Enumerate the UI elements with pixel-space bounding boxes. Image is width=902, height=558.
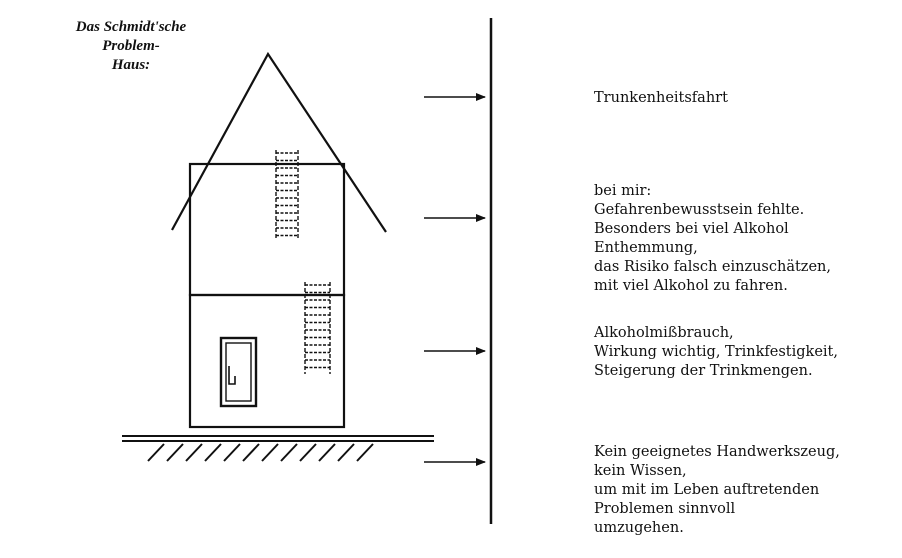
label-line: Wirkung wichtig, Trinkfestigkeit,	[594, 344, 838, 360]
title-line-1: Das Schmidt'sche	[75, 19, 187, 35]
label-line: kein Wissen,	[594, 463, 687, 479]
hatch-stroke	[262, 444, 278, 461]
hatch-stroke	[186, 444, 202, 461]
label-line: Alkoholmißbrauch,	[594, 325, 734, 341]
hatch-stroke	[167, 444, 183, 461]
house-door	[221, 338, 256, 406]
house-foundation	[122, 436, 434, 461]
label-line: mit viel Alkohol zu fahren.	[594, 278, 788, 294]
hatch-stroke	[357, 444, 373, 461]
label-roof	[594, 89, 728, 108]
hatch-stroke	[338, 444, 354, 461]
label-line: Enthemmung,	[594, 240, 698, 256]
label-line: Gefahrenbewusstsein fehlte.	[594, 202, 805, 218]
label-foundation	[594, 443, 840, 538]
label-line: Kein geeignetes Handwerkszeug,	[594, 444, 840, 460]
title-line-2: Problem-	[102, 38, 160, 54]
house-upper-floor	[190, 164, 344, 295]
ground-hatching	[148, 444, 373, 461]
label-line: um mit im Leben auftretenden	[594, 482, 820, 498]
hatch-stroke	[319, 444, 335, 461]
label-ground-floor	[594, 324, 838, 381]
hatch-stroke	[300, 444, 316, 461]
hatch-stroke	[148, 444, 164, 461]
label-line: Steigerung der Trinkmengen.	[594, 363, 813, 379]
hatch-stroke	[243, 444, 259, 461]
label-line: umzugehen.	[594, 520, 684, 536]
label-line: Trunkenheitsfahrt	[594, 90, 728, 106]
hatch-stroke	[224, 444, 240, 461]
hatch-stroke	[281, 444, 297, 461]
title-line-3: Haus:	[111, 57, 151, 73]
hatch-stroke	[205, 444, 221, 461]
label-line: bei mir:	[594, 183, 652, 199]
label-line: das Risiko falsch einzuschätzen,	[594, 259, 831, 275]
label-line: Problemen sinnvoll	[594, 501, 736, 517]
label-upper-floor	[594, 182, 831, 296]
label-line: Besonders bei viel Alkohol	[594, 221, 789, 237]
